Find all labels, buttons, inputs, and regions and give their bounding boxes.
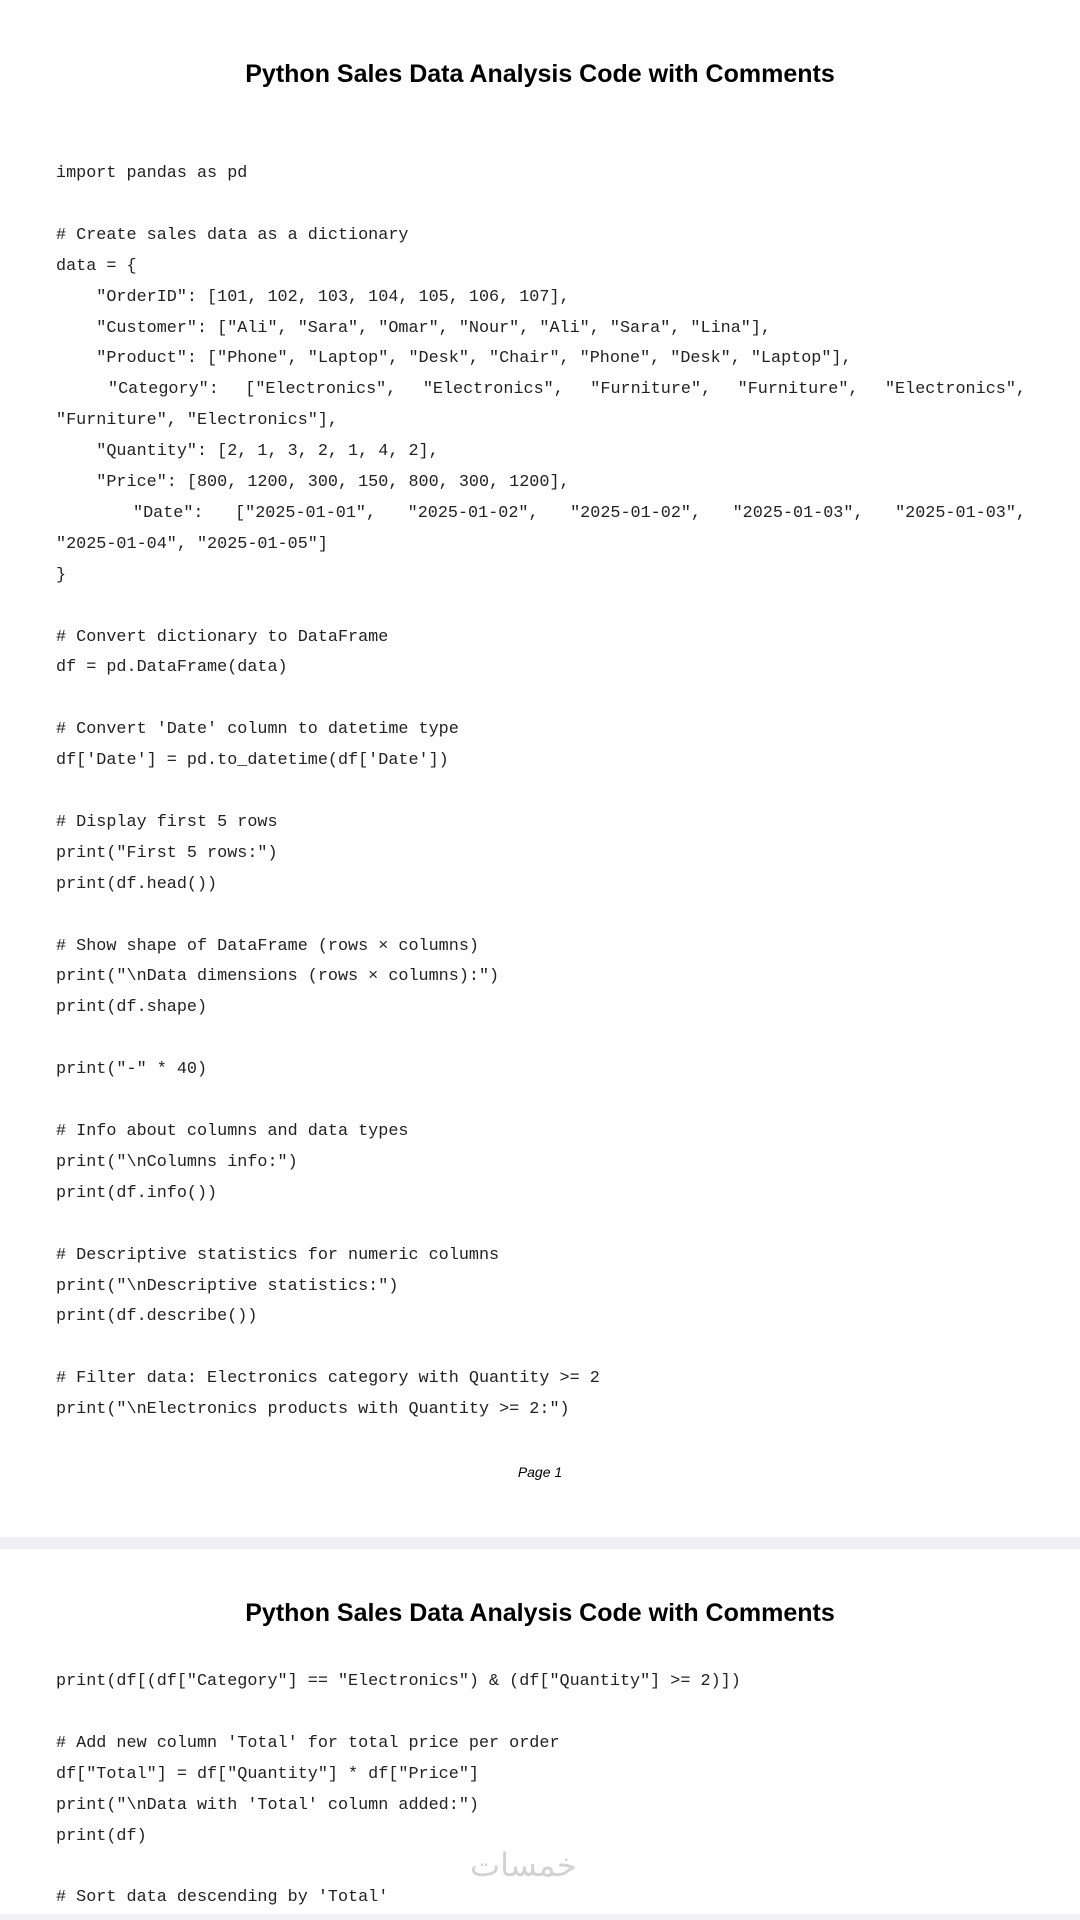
code-line-justified: [56, 375, 1026, 406]
code-line: print(df[(df["Category"] == "Electronics") & (df["Quantity"] >= 2)]): [56, 1672, 741, 1691]
page-separator: [0, 1914, 1080, 1920]
code-line: "Quantity": [2, 1, 3, 2, 1, 4, 2],: [56, 442, 439, 462]
code-line: print("First 5 rows:"): [56, 843, 278, 863]
code-token: "Furniture",: [590, 380, 712, 400]
code-line: print(df.describe()): [56, 1307, 258, 1327]
code-line: df["Total"] = df["Quantity"] * df["Price"]: [56, 1764, 479, 1784]
page-separator: [0, 1537, 1080, 1549]
code-token: "2025-01-02",: [570, 503, 702, 523]
code-line: data = {: [56, 256, 137, 276]
code-comment: # Convert 'Date' column to datetime type: [56, 720, 459, 740]
code-line: print(df.head()): [56, 874, 218, 894]
code-token: "2025-01-02",: [407, 503, 539, 523]
code-token: "Furniture",: [737, 380, 859, 400]
code-token: "2025-01-03",: [732, 503, 864, 523]
code-token: "Date":: [133, 503, 204, 523]
code-line: "OrderID": [101, 102, 103, 104, 105, 106, 107],: [56, 287, 570, 307]
code-line: }: [56, 565, 67, 585]
code-line: "2025-01-04", "2025-01-05"]: [56, 534, 328, 554]
code-line-justified: [56, 499, 1026, 530]
code-line: print("\nColumns info:"): [56, 1152, 298, 1172]
code-token: ["2025-01-01",: [235, 503, 377, 523]
code-comment: # Convert dictionary to DataFrame: [56, 627, 389, 647]
code-line-blank: [56, 1333, 1026, 1364]
code-line: print("-" * 40): [56, 1060, 208, 1080]
code-line: import pandas as pd: [56, 164, 248, 183]
code-line: print(df.shape): [56, 998, 208, 1018]
code-line-blank: [56, 1024, 1026, 1055]
page-number: Page 1: [517, 1464, 563, 1480]
code-line: print("\nDescriptive statistics:"): [56, 1276, 399, 1296]
code-line: print("\nElectronics products with Quantity >= 2:"): [56, 1400, 570, 1420]
code-line: "Product": ["Phone", "Laptop", "Desk", "Chair", "Phone", "Desk", "Laptop"],: [56, 349, 852, 369]
code-token: "2025-01-03",: [895, 503, 1026, 523]
code-line: "Furniture", "Electronics"],: [56, 411, 338, 431]
watermark-logo: خمسات: [470, 1846, 577, 1884]
code-line: df['Date'] = pd.to_datetime(df['Date']): [56, 751, 449, 771]
code-comment: # Show shape of DataFrame (rows × columns): [56, 936, 479, 956]
code-line: df = pd.DataFrame(data): [56, 658, 288, 678]
code-token: "Electronics",: [884, 380, 1026, 400]
code-line-blank: [56, 901, 1026, 932]
code-line: print("\nData with 'Total' column added:"): [56, 1795, 479, 1815]
page-title: Python Sales Data Analysis Code with Comments: [245, 60, 835, 88]
code-line-blank: [56, 190, 1026, 221]
code-comment: # Display first 5 rows: [56, 812, 278, 832]
code-line-blank: [56, 777, 1026, 808]
page-title: Python Sales Data Analysis Code with Comments: [245, 1599, 835, 1627]
code-token: ["Electronics",: [245, 380, 397, 400]
code-line: print("\nData dimensions (rows × columns):"): [56, 967, 500, 987]
code-comment: # Create sales data as a dictionary: [56, 225, 409, 245]
code-line-blank: [56, 592, 1026, 623]
code-block: [56, 159, 1026, 1426]
code-comment: # Filter data: Electronics category with Quantity >= 2: [56, 1369, 600, 1389]
code-token: "Category":: [108, 380, 219, 400]
code-line-blank: [56, 1086, 1026, 1117]
code-comment: # Info about columns and data types: [56, 1121, 409, 1141]
code-comment: # Add new column 'Total' for total price per order: [56, 1733, 560, 1753]
code-line-blank: [56, 1210, 1026, 1241]
code-line-blank: [56, 1698, 1026, 1729]
code-line-blank: [56, 684, 1026, 715]
code-line: print(df.info()): [56, 1183, 218, 1203]
code-line: "Customer": ["Ali", "Sara", "Omar", "Nour", "Ali", "Sara", "Lina"],: [56, 318, 771, 338]
code-comment: # Sort data descending by 'Total': [56, 1888, 389, 1908]
code-line: print(df): [56, 1826, 147, 1846]
code-line: "Price": [800, 1200, 300, 150, 800, 300, 1200],: [56, 473, 570, 493]
code-comment: # Descriptive statistics for numeric columns: [56, 1245, 500, 1265]
code-token: "Electronics",: [422, 380, 564, 400]
